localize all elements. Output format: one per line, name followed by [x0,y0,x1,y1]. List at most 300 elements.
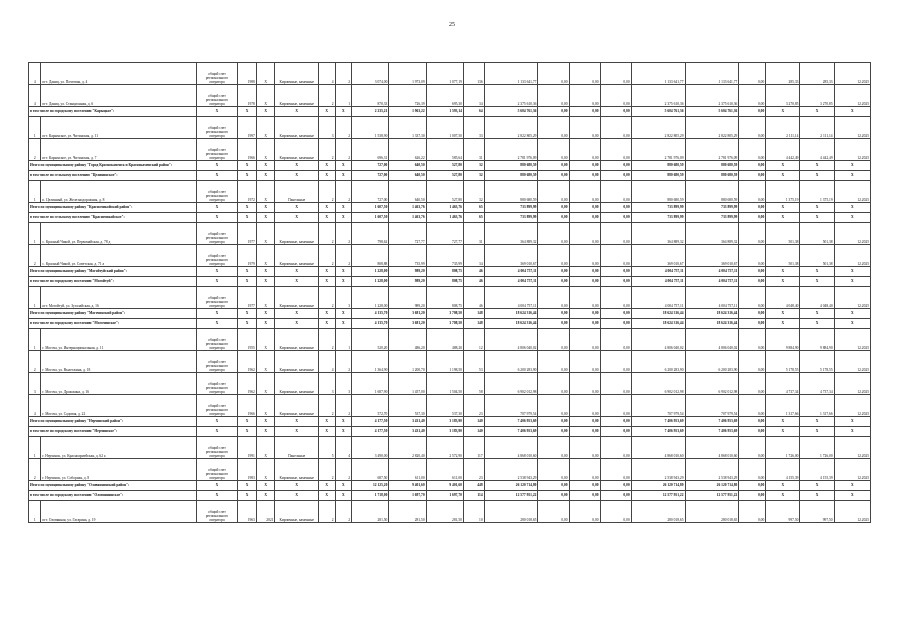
table-cell: 2 [29,459,41,481]
table-cell: 12 [463,329,484,351]
table-cell: 0,00 [538,223,569,245]
table-cell: 0,00 [538,351,569,373]
table-cell: 12.2025 [834,181,870,203]
table-cell: 0,00 [569,319,600,329]
table-body [29,63,871,523]
subtotal-row [29,417,871,427]
table-cell: 0,00 [538,213,569,223]
table-cell: 1 463,76 [389,203,426,213]
table-cell: 0,00 [569,63,600,85]
table-cell: 0,00 [739,427,766,437]
table-cell: 369 010,67 [631,245,685,267]
table-cell: г. Могоча, ул. Интернациональная, д. 11 [41,329,196,351]
table-cell: 2 375 610,36 [631,85,685,107]
table-cell: 26 120 714,80 [631,481,685,491]
table-cell: 3 270,85 [800,85,834,107]
table-cell: 31 [463,223,484,245]
table-cell: X [335,171,352,181]
table-cell: 1 317,66 [800,395,834,417]
table-cell: 989,20 [389,287,426,309]
table-cell: X [275,203,318,213]
table-cell: 0,00 [538,85,569,107]
subtotal-row [29,309,871,319]
table-cell: п. Целинный, ул. Железнодорожная, д. 8 [41,181,196,203]
table-cell: 3 [29,373,41,395]
table-cell: 0,00 [538,481,569,491]
table-cell: 0,00 [600,309,631,319]
table-cell: 0,00 [739,481,766,491]
table-cell: 4 004 757,11 [631,277,685,287]
table-row [29,181,871,203]
table-cell: 7 406 953,69 [631,427,685,437]
table-cell: 0,00 [600,107,631,117]
table-cell: 0,00 [739,329,766,351]
table-cell: 2 538 943,29 [484,459,538,481]
table-cell: 0,00 [739,181,766,203]
table-cell: 32 [463,161,484,171]
table-row [29,117,871,139]
table-cell: 2 781 976,09 [484,139,538,161]
table-cell: 501,38 [800,223,834,245]
table-cell: 1978 [238,85,257,107]
table-cell: X [256,223,275,245]
table-cell: X [335,481,352,491]
table-cell: 58 [463,373,484,395]
table-cell: 34 [463,245,484,267]
table-cell: X [256,107,275,117]
table-cell: X [318,481,335,491]
table-cell: 1 337,30 [389,117,426,139]
table-cell: X [800,171,834,181]
table-cell: 0,00 [739,85,766,107]
table-cell: X [335,277,352,287]
table-row [29,139,871,161]
table-cell: 12.2025 [834,245,870,267]
table-cell: 0,00 [569,245,600,267]
table-cell: X [318,171,335,181]
table-cell: 6 200 283,90 [631,351,685,373]
table-cell: 1 [335,85,352,107]
table-cell: 3 708,50 [426,309,463,319]
table-cell: X [766,277,800,287]
table-cell: X [256,245,275,267]
table-cell: 733 899,99 [631,213,685,223]
table-cell: 12.2025 [834,287,870,309]
table-cell: 46 [463,287,484,309]
table-cell: 1 538,90 [352,117,389,139]
table-cell: с. Красный Чикой, ул. Первомайская, д. 78 д [41,223,196,245]
table-cell: 31 [463,139,484,161]
table-cell: 1955 [238,329,257,351]
table-cell: X [318,491,335,501]
table-cell: пгт. Даниц, ул. Почтовая, д. 4 [41,63,196,85]
table-cell: 1 133 641,77 [631,63,685,85]
table-cell: 65 [463,213,484,223]
table-cell: X [196,267,237,277]
table-cell: X [256,481,275,491]
table-cell: X [256,395,275,417]
table-cell: 727,77 [389,223,426,245]
table-cell: Итого по муниципальному району "Город Краснокаменск и Краснокаменский район": [29,161,197,171]
table-cell: 0,00 [569,267,600,277]
table-cell: 0,00 [739,319,766,329]
table-cell: 12 577 951,22 [484,491,538,501]
table-cell: 1 [29,287,41,309]
table-cell: 1983 [238,459,257,481]
table-cell: 4 806 040,02 [685,329,739,351]
table-cell: 2 [318,329,335,351]
table-cell: 2 235,21 [352,107,389,117]
table-cell: X [275,267,318,277]
table-cell: 0,00 [569,501,600,523]
table-cell: X [318,161,335,171]
table-cell: 1 463,76 [389,213,426,223]
table-cell: 2 [318,139,335,161]
table-cell: 0,00 [569,139,600,161]
table-cell: 369 010,67 [685,245,739,267]
table-cell: 2 [335,351,352,373]
table-cell: 4 004 757,11 [484,277,538,287]
table-cell: 280 018,65 [631,501,685,523]
table-cell: 1966 [238,139,257,161]
table-cell: X [275,277,318,287]
table-cell: 364 889,32 [631,223,685,245]
table-cell: X [335,267,352,277]
table-cell: X [834,107,870,117]
table-cell: X [800,491,834,501]
table-cell: 1 504,50 [426,373,463,395]
table-cell: X [256,459,275,481]
table-cell: 1 198,50 [426,351,463,373]
table-cell: X [256,287,275,309]
table-cell: Кирпичные, каменные [275,63,318,85]
table-cell: 53 [463,351,484,373]
table-cell: 585,64 [426,139,463,161]
table-cell: 32 [463,171,484,181]
table-cell: X [834,309,870,319]
table-cell: 23 [463,459,484,481]
table-cell: 0,00 [739,213,766,223]
table-cell: 0,00 [569,373,600,395]
table-cell: 18 624 316,44 [484,319,538,329]
table-cell: 4 [29,395,41,417]
table-cell: 0,00 [739,139,766,161]
table-cell: X [256,117,275,139]
table-cell: 1962 [238,351,257,373]
table-cell: 611,00 [426,459,463,481]
table-cell: общий счет регионального оператора [196,223,237,245]
table-cell: X [196,107,237,117]
table-cell: 2 375 610,36 [685,85,739,107]
table-cell: общий счет регионального оператора [196,117,237,139]
table-cell: 46 [463,277,484,287]
table-cell: X [335,319,352,329]
table-cell: X [318,427,335,437]
table-cell: 2 [318,223,335,245]
table-cell: 23 [463,395,484,417]
table-cell: 1 [29,437,41,459]
table-cell: 281,50 [426,501,463,523]
table-cell: 1 228,00 [352,267,389,277]
table-cell: 280 018,65 [484,501,538,523]
table-cell: 4 806 040,02 [484,329,538,351]
table-cell: 0,00 [600,213,631,223]
table-cell: 0,00 [569,309,600,319]
table-cell: 880 680,59 [631,161,685,171]
table-cell: Итого по муниципальному району "Могочинский район": [29,309,197,319]
table-cell: 2 [335,395,352,417]
table-cell: 2 [29,351,41,373]
table-cell: X [335,309,352,319]
table-cell: 880 680,59 [685,171,739,181]
table-cell: 2 [318,287,335,309]
table-cell: X [766,267,800,277]
table-cell: 5 604 761,36 [631,107,685,117]
table-cell: 1 [29,223,41,245]
table-cell: 0,00 [538,161,569,171]
table-cell: 18 624 316,44 [685,319,739,329]
table-cell: X [318,319,335,329]
table-cell: 0,00 [538,287,569,309]
table-cell: 0,00 [600,245,631,267]
table-cell: 1 973,09 [389,63,426,85]
table-cell: 0,00 [600,161,631,171]
table-cell: г. Могоча, ул. Вылегжина, д. 18 [41,351,196,373]
table-cell: 1 [335,329,352,351]
table-row [29,245,871,267]
table-cell: 0,00 [569,417,600,427]
table-cell: 0,00 [739,395,766,417]
table-cell: общий счет регионального оператора [196,181,237,203]
table-cell: X [238,213,257,223]
table-cell: 501,38 [800,245,834,267]
subtotal-row [29,171,871,181]
table-cell: 1 375,19 [766,181,800,203]
table-cell: 2 781 976,09 [685,139,739,161]
table-cell: 12.2025 [834,63,870,85]
table-cell: X [256,373,275,395]
table-cell: 364 889,32 [484,223,538,245]
table-cell: 707 979,54 [484,395,538,417]
table-cell: 640,50 [389,171,426,181]
table-cell: 0,00 [538,267,569,277]
table-cell: X [834,277,870,287]
table-cell: X [335,417,352,427]
table-cell: 0,00 [600,139,631,161]
table-cell: 12.2025 [834,85,870,107]
table-cell: 989,20 [389,267,426,277]
table-row [29,501,871,523]
table-cell: 798,62 [352,223,389,245]
table-cell: 46 [463,267,484,277]
table-cell: 3 490,00 [352,437,389,459]
table-cell: 4 004 757,11 [685,267,739,277]
table-cell: 1 687,90 [352,373,389,395]
table-cell: X [196,171,237,181]
table-cell: 4 004 757,11 [631,287,685,309]
table-cell: 3 708,50 [426,319,463,329]
table-cell: 6 902 012,98 [685,373,739,395]
subtotal-row [29,319,871,329]
table-cell: X [766,171,800,181]
table-cell: в том числе по городскому поселению "Карыцкое": [29,107,197,117]
table-cell: 2 [29,245,41,267]
table-cell: 0,00 [538,181,569,203]
table-cell: общий счет регионального оператора [196,459,237,481]
table-cell: пгт. Даниц, ул. Станционная, д. 6 [41,85,196,107]
table-cell: X [238,319,257,329]
table-cell: X [238,491,257,501]
table-cell: 4 135,70 [352,319,389,329]
table-cell: 12.2025 [834,139,870,161]
table-cell: X [318,213,335,223]
table-cell: 9 401,60 [426,481,463,491]
table-cell: 0,00 [569,427,600,437]
table-cell: 0,00 [538,427,569,437]
table-cell: 5 604 761,36 [685,107,739,117]
subtotal-row [29,277,871,287]
table-cell: 6 200 283,90 [484,351,538,373]
table-cell: 0,00 [538,171,569,181]
table-cell: 2 572,90 [426,437,463,459]
table-cell: общий счет регионального оператора [196,395,237,417]
table-cell: 880 680,59 [631,171,685,181]
table-cell: X [800,417,834,427]
table-cell: X [238,171,257,181]
table-cell: 3 183,90 [426,427,463,437]
table-cell: X [196,309,237,319]
table-cell: 4 [29,63,41,85]
table-cell: 12.2025 [834,437,870,459]
table-cell: X [256,171,275,181]
table-cell: 0,00 [569,459,600,481]
table-cell: 4 177,50 [352,427,389,437]
table-cell: 12.2025 [834,329,870,351]
table-cell: 527,80 [426,171,463,181]
table-cell: X [318,277,335,287]
table-cell: X [800,203,834,213]
table-cell: 2021 [256,501,275,523]
table-cell: 695,30 [426,85,463,107]
table-cell: X [800,427,834,437]
table-cell: 6 902 012,98 [631,373,685,395]
table-cell: 0,00 [538,117,569,139]
table-cell: X [256,437,275,459]
table-cell: 1972 [238,181,257,203]
table-cell: 7 406 953,69 [685,417,739,427]
table-cell: в том числе по городскому поселению "Могочинское": [29,319,197,329]
table-cell: 0,00 [538,329,569,351]
table-cell: Итого по муниципальному району "Могойтуйский район": [29,267,197,277]
table-cell: X [256,63,275,85]
table-cell: X [196,213,237,223]
table-cell: 3 [335,287,352,309]
table-cell: 7 406 953,69 [685,427,739,437]
table-cell: 0,00 [739,351,766,373]
table-cell: X [834,161,870,171]
table-cell: 1 463,76 [426,213,463,223]
table-cell: X [196,277,237,287]
table-cell: X [800,277,834,287]
table-cell: 1 007,50 [426,117,463,139]
table-cell: 2 [335,181,352,203]
table-cell: 1 718,00 [352,491,389,501]
table-cell: пгт. Могойтуй, ул. Зугалайская, д. 16 [41,287,196,309]
table-cell: X [275,491,318,501]
table-cell: Итого по муниципальному району "Оловяннинский район": [29,481,197,491]
table-cell: 808,75 [426,277,463,287]
table-cell: 117 [463,437,484,459]
table-cell: 1 697,70 [389,491,426,501]
table-cell: 0,00 [739,277,766,287]
table-cell: Кирпичные, каменные [275,117,318,139]
table-cell: X [275,481,318,491]
table-cell: 0,00 [739,437,766,459]
table-cell: X [834,491,870,501]
table-cell: 0,00 [538,319,569,329]
table-cell: 1 077,19 [426,63,463,85]
table-cell: 0,00 [739,245,766,267]
table-cell: 537,30 [426,395,463,417]
table-cell: 1 [29,329,41,351]
table-cell: 2 375 610,36 [484,85,538,107]
table-cell: X [275,107,318,117]
table-cell: 4 868 010,60 [484,437,538,459]
table-cell: 0,00 [538,203,569,213]
table-cell: Кирпичные, каменные [275,351,318,373]
table-cell: 7 406 953,69 [631,417,685,427]
table-cell: 4 737,34 [800,373,834,395]
table-cell: 0,00 [600,85,631,107]
table-cell: X [318,107,335,117]
table-cell: 707 979,54 [631,395,685,417]
table-cell: Кирпичные, каменные [275,245,318,267]
table-cell: X [834,213,870,223]
table-cell: 34 [463,85,484,107]
table-cell: общий счет регионального оператора [196,373,237,395]
table-cell: 281,50 [352,501,389,523]
table-cell: 687,50 [352,459,389,481]
table-row [29,63,871,85]
table-cell: 501,38 [766,223,800,245]
table-cell: X [275,427,318,437]
table-cell: с. Красный Чикой, ул. Советская, д. 71 а [41,245,196,267]
table-cell: X [766,161,800,171]
table-cell: 2 [318,459,335,481]
table-cell: 2 [318,395,335,417]
table-cell: 880 680,59 [484,161,538,171]
table-cell: Итого по муниципальному району "Нерчинский район": [29,417,197,427]
table-cell: X [335,203,352,213]
table-cell: 4 004 757,11 [631,267,685,277]
table-row [29,287,871,309]
table-cell: Кирпичные, каменные [275,139,318,161]
table-cell: 65 [463,203,484,213]
table-cell: X [834,319,870,329]
table-cell: 4 004 757,11 [484,267,538,277]
table-cell: 0,00 [569,491,600,501]
table-cell: 0,00 [739,171,766,181]
table-cell: 0,00 [538,139,569,161]
table-cell: 0,00 [569,213,600,223]
table-cell: 280 018,65 [685,501,739,523]
table-cell: 0,00 [569,107,600,117]
table-cell: X [256,329,275,351]
table-cell: г. Нерчинск, ул. Соборная, д. 8 [41,459,196,481]
table-cell: 4 [318,351,335,373]
table-cell: X [196,319,237,329]
table-cell: X [275,309,318,319]
